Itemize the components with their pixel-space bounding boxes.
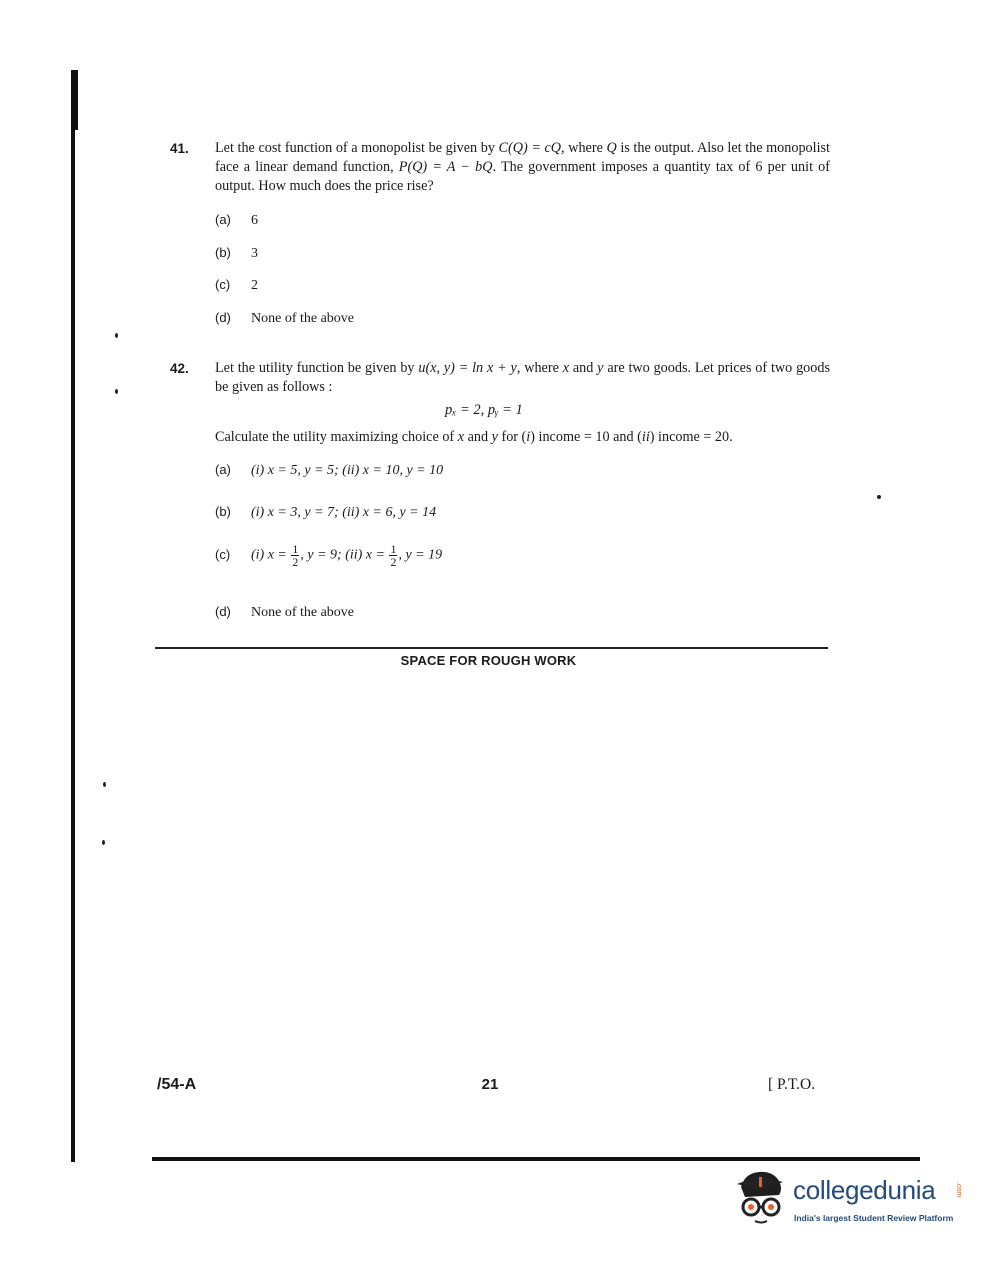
option-c: (c) (i) x = $\frac{1}{2}$ , y = 9; (ii) x = $\frac{1}{2}$ , y = 19 [215,542,443,569]
scan-edge-left [71,70,75,1162]
please-turn-over: [ P.T.O. [768,1076,816,1093]
option-b: (b) (i) x = 3, y = 7; (ii) x = 6, y = 14 [215,504,437,520]
brand-tagline: India's largest Student Review Platform [794,1213,954,1223]
option-a: (a) 6 [215,212,258,228]
scan-edge-left-top [75,70,78,130]
question-42 [170,359,830,620]
brand-name: collegedunia [793,1175,936,1205]
option-d: (d) None of the above [215,604,355,620]
section-divider [155,647,828,649]
brand-suffix: .com [955,1182,962,1198]
question-instruction: Calculate the utility maximizing choice of x and y for (i) income = 10 and (ii) income = 20. [215,429,733,445]
scan-speck [115,389,118,394]
collegedunia-watermark [735,1165,965,1230]
rough-work-label: SPACE FOR ROUGH WORK [400,653,577,668]
scan-speck [877,495,881,499]
question-41 [170,139,830,326]
option-d: (d) None of the above [215,310,355,326]
scan-speck [103,782,106,787]
scan-speck [115,333,118,338]
question-text: Let the utility function be given by u(x, y) = ln x + y, where x and y are two goods. Let prices of two goods be given as follows : [215,360,830,395]
question-number: 41. [170,141,189,156]
fraction: $\frac{1}{2}$ [390,542,397,569]
paper-code: /54-A [157,1076,197,1093]
option-b: (b) 3 [215,245,258,261]
option-c: (c) 2 [215,277,258,293]
question-text: Let the cost function of a monopolist be given by C(Q) = cQ, where Q is the output. Also let the monopolist face a linear demand function, P(Q) = A − bQ. The government imposes a quantity tax of 6 per unit of output. How much does the price rise? [215,140,830,194]
price-equation: pₓ = 2, pᵧ = 1 [445,402,523,418]
collegedunia-logo-icon [735,1167,791,1225]
page-number: 21 [481,1076,499,1093]
scan-speck [102,840,105,845]
option-a: (a) (i) x = 5, y = 5; (ii) x = 10, y = 10 [215,462,444,478]
fraction: $\frac{1}{2}$ [292,542,299,569]
question-number: 42. [170,361,189,376]
bottom-divider [152,1157,920,1161]
